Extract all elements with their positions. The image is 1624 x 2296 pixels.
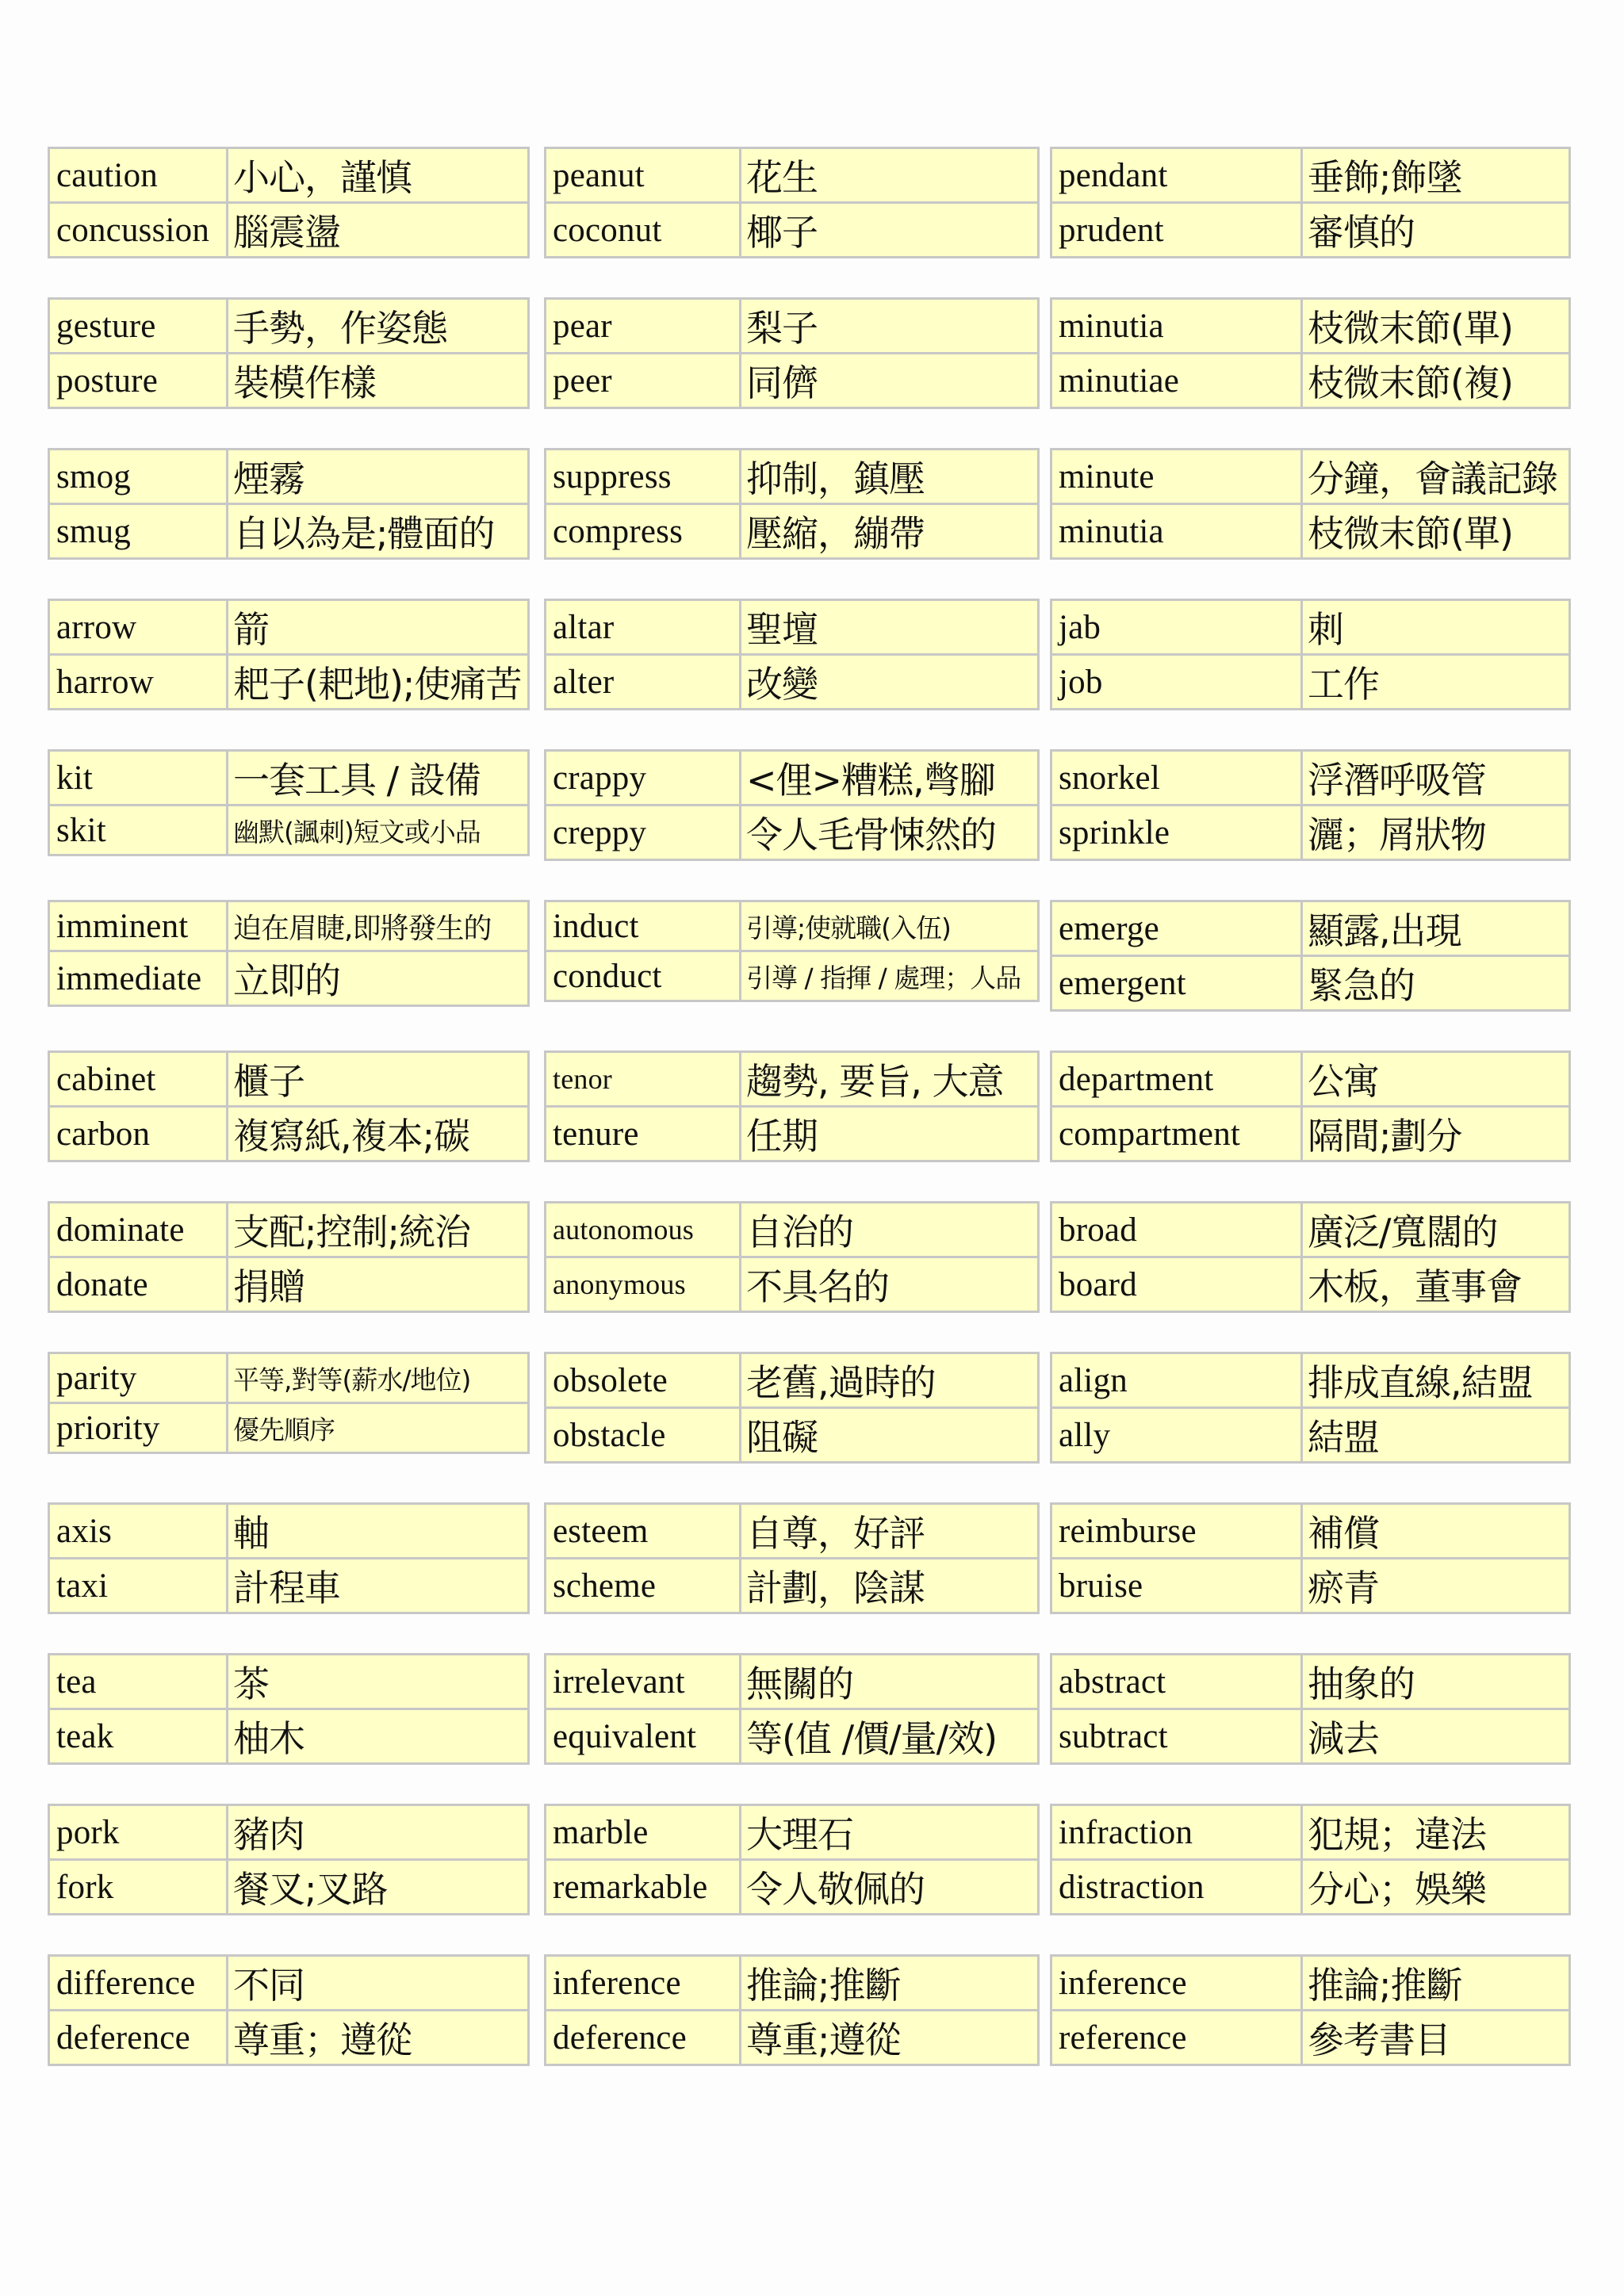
word-pair-table: [48, 1352, 530, 1454]
chinese-meaning: 分鐘，會議記錄: [1302, 450, 1570, 504]
word-row: [1051, 1956, 1570, 2011]
english-word: jab: [1051, 600, 1302, 655]
chinese-meaning: 計劃，陰謀: [741, 1559, 1039, 1613]
word-row: [49, 751, 529, 806]
english-word: pendant: [1051, 148, 1302, 203]
word-pair-table: [48, 1954, 530, 2066]
english-word: suppress: [546, 450, 741, 504]
word-row: [546, 1709, 1039, 1764]
word-pair-table: [544, 1954, 1040, 2066]
english-word: emergent: [1051, 956, 1302, 1011]
chinese-meaning: 軸: [228, 1504, 529, 1559]
chinese-meaning: 分心；娛樂: [1302, 1860, 1570, 1915]
english-word: inference: [1051, 1956, 1302, 2011]
chinese-meaning: 梨子: [741, 299, 1039, 354]
english-word: deference: [49, 2011, 228, 2065]
english-word: bruise: [1051, 1559, 1302, 1613]
chinese-meaning: 壓縮，繃帶: [741, 504, 1039, 559]
word-row: [49, 504, 529, 559]
english-word: reimburse: [1051, 1504, 1302, 1559]
word-row: [49, 655, 529, 710]
word-row: [1051, 751, 1570, 806]
chinese-meaning: 趨勢, 要旨, 大意: [741, 1052, 1039, 1107]
english-word: fork: [49, 1860, 228, 1915]
chinese-meaning: 平等,對等(薪水/地位): [228, 1353, 529, 1403]
word-pair-table: [48, 599, 530, 710]
word-row: [49, 1805, 529, 1860]
word-row: [49, 450, 529, 504]
word-row: [49, 354, 529, 408]
english-word: harrow: [49, 655, 228, 710]
word-row: [546, 655, 1039, 710]
chinese-meaning: 工作: [1302, 655, 1570, 710]
chinese-meaning: 灑；屑狀物: [1302, 806, 1570, 860]
chinese-meaning: 抑制，鎮壓: [741, 450, 1039, 504]
word-pair-table: [1050, 1050, 1571, 1162]
chinese-meaning: 茶: [228, 1655, 529, 1709]
english-word: esteem: [546, 1504, 741, 1559]
english-word: cabinet: [49, 1052, 228, 1107]
word-row: [546, 1504, 1039, 1559]
english-word: scheme: [546, 1559, 741, 1613]
chinese-meaning: 緊急的: [1302, 956, 1570, 1011]
chinese-meaning: 不具名的: [741, 1257, 1039, 1312]
english-word: parity: [49, 1353, 228, 1403]
english-word: alter: [546, 655, 741, 710]
english-word: minutia: [1051, 299, 1302, 354]
english-word: obsolete: [546, 1353, 741, 1408]
word-row: [546, 1559, 1039, 1613]
word-row: [1051, 354, 1570, 408]
word-row: [49, 203, 529, 258]
word-pair-table: [1050, 448, 1571, 560]
english-word: tenure: [546, 1107, 741, 1161]
english-word: arrow: [49, 600, 228, 655]
word-pair-table: [48, 1804, 530, 1915]
word-row: [546, 1203, 1039, 1257]
english-word: donate: [49, 1257, 228, 1312]
english-word: peanut: [546, 148, 741, 203]
word-row: [546, 354, 1039, 408]
chinese-meaning: 抽象的: [1302, 1655, 1570, 1709]
word-row: [546, 504, 1039, 559]
english-word: taxi: [49, 1559, 228, 1613]
english-word: induct: [546, 901, 741, 951]
word-row: [1051, 203, 1570, 258]
chinese-meaning: 木板，董事會: [1302, 1257, 1570, 1312]
chinese-meaning: 枝微末節(單): [1302, 299, 1570, 354]
english-word: immediate: [49, 951, 228, 1006]
word-row: [1051, 1504, 1570, 1559]
chinese-meaning: 餐叉;叉路: [228, 1860, 529, 1915]
chinese-meaning: 支配;控制;統治: [228, 1203, 529, 1257]
word-row: [1051, 1408, 1570, 1463]
english-word: marble: [546, 1805, 741, 1860]
chinese-meaning: 捐贈: [228, 1257, 529, 1312]
word-row: [49, 1257, 529, 1312]
word-pair-table: [48, 448, 530, 560]
word-row: [49, 1709, 529, 1764]
chinese-meaning: 枝微末節(複): [1302, 354, 1570, 408]
english-word: remarkable: [546, 1860, 741, 1915]
word-pair-table: [48, 1653, 530, 1765]
word-pair-table: [1050, 1954, 1571, 2066]
english-word: concussion: [49, 203, 228, 258]
word-pair-table: [1050, 1804, 1571, 1915]
chinese-meaning: 裝模作樣: [228, 354, 529, 408]
chinese-meaning: 令人毛骨悚然的: [741, 806, 1039, 860]
word-pair-table: [1050, 1352, 1571, 1464]
word-pair-table: [48, 1050, 530, 1162]
chinese-meaning: 排成直線,結盟: [1302, 1353, 1570, 1408]
word-row: [1051, 1860, 1570, 1915]
word-pair-table: [544, 900, 1040, 1002]
chinese-meaning: 豬肉: [228, 1805, 529, 1860]
english-word: difference: [49, 1956, 228, 2011]
english-word: deference: [546, 2011, 741, 2065]
word-row: [49, 148, 529, 203]
word-row: [49, 1353, 529, 1403]
word-row: [546, 1052, 1039, 1107]
chinese-meaning: 參考書目: [1302, 2011, 1570, 2065]
chinese-meaning: 自治的: [741, 1203, 1039, 1257]
chinese-meaning: 計程車: [228, 1559, 529, 1613]
word-pair-table: [48, 1502, 530, 1614]
chinese-meaning: 立即的: [228, 951, 529, 1006]
word-pair-table: [544, 1352, 1040, 1464]
word-row: [49, 1559, 529, 1613]
chinese-meaning: 花生: [741, 148, 1039, 203]
english-word: job: [1051, 655, 1302, 710]
word-row: [1051, 299, 1570, 354]
word-row: [546, 806, 1039, 860]
chinese-meaning: 犯規；違法: [1302, 1805, 1570, 1860]
chinese-meaning: 手勢，作姿態: [228, 299, 529, 354]
english-word: gesture: [49, 299, 228, 354]
english-word: imminent: [49, 901, 228, 951]
word-row: [546, 203, 1039, 258]
chinese-meaning: 同儕: [741, 354, 1039, 408]
chinese-meaning: 老舊,過時的: [741, 1353, 1039, 1408]
chinese-meaning: 優先順序: [228, 1403, 529, 1453]
word-row: [49, 600, 529, 655]
english-word: pork: [49, 1805, 228, 1860]
chinese-meaning: 結盟: [1302, 1408, 1570, 1463]
chinese-meaning: 廣泛/寬闊的: [1302, 1203, 1570, 1257]
word-pair-table: [48, 749, 530, 856]
word-row: [1051, 2011, 1570, 2065]
chinese-meaning: 幽默(諷刺)短文或小品: [228, 806, 529, 855]
chinese-meaning: 枝微末節(單): [1302, 504, 1570, 559]
word-row: [49, 1956, 529, 2011]
english-word: conduct: [546, 951, 741, 1001]
word-pair-table: [544, 147, 1040, 258]
english-word: department: [1051, 1052, 1302, 1107]
chinese-meaning: 刺: [1302, 600, 1570, 655]
word-pair-table: [1050, 1502, 1571, 1614]
word-pair-table: [1050, 297, 1571, 409]
word-pair-table: [1050, 900, 1571, 1012]
chinese-meaning: 審慎的: [1302, 203, 1570, 258]
word-pair-table: [544, 1502, 1040, 1614]
word-pair-table: [48, 900, 530, 1007]
word-row: [546, 1408, 1039, 1463]
word-row: [1051, 901, 1570, 956]
english-word: align: [1051, 1353, 1302, 1408]
chinese-meaning: 尊重；遵從: [228, 2011, 529, 2065]
english-word: minutiae: [1051, 354, 1302, 408]
english-word: snorkel: [1051, 751, 1302, 806]
word-pair-table: [48, 297, 530, 409]
word-row: [1051, 450, 1570, 504]
word-row: [546, 1805, 1039, 1860]
english-word: altar: [546, 600, 741, 655]
english-word: inference: [546, 1956, 741, 2011]
english-word: autonomous: [546, 1203, 741, 1257]
word-row: [546, 148, 1039, 203]
english-word: subtract: [1051, 1709, 1302, 1764]
word-row: [49, 806, 529, 855]
english-word: emerge: [1051, 901, 1302, 956]
chinese-meaning: 箭: [228, 600, 529, 655]
word-row: [49, 1504, 529, 1559]
word-pair-table: [48, 1201, 530, 1313]
chinese-meaning: 推論;推斷: [1302, 1956, 1570, 2011]
chinese-meaning: 耙子(耙地);使痛苦: [228, 655, 529, 710]
english-word: reference: [1051, 2011, 1302, 2065]
english-word: distraction: [1051, 1860, 1302, 1915]
word-row: [546, 951, 1039, 1001]
english-word: obstacle: [546, 1408, 741, 1463]
english-word: creppy: [546, 806, 741, 860]
word-row: [49, 1203, 529, 1257]
english-word: anonymous: [546, 1257, 741, 1312]
english-word: dominate: [49, 1203, 228, 1257]
word-pair-table: [544, 1804, 1040, 1915]
english-word: smug: [49, 504, 228, 559]
word-row: [49, 1052, 529, 1107]
english-word: skit: [49, 806, 228, 855]
chinese-meaning: 不同: [228, 1956, 529, 2011]
english-word: ally: [1051, 1408, 1302, 1463]
word-row: [49, 299, 529, 354]
word-row: [1051, 655, 1570, 710]
word-row: [546, 901, 1039, 951]
english-word: teak: [49, 1709, 228, 1764]
word-row: [49, 1655, 529, 1709]
english-word: posture: [49, 354, 228, 408]
word-row: [1051, 1203, 1570, 1257]
word-row: [49, 951, 529, 1006]
chinese-meaning: 隔間;劃分: [1302, 1107, 1570, 1161]
english-word: compartment: [1051, 1107, 1302, 1161]
word-row: [1051, 1655, 1570, 1709]
english-word: equivalent: [546, 1709, 741, 1764]
word-pair-table: [1050, 147, 1571, 258]
chinese-meaning: 煙霧: [228, 450, 529, 504]
english-word: sprinkle: [1051, 806, 1302, 860]
word-row: [1051, 1559, 1570, 1613]
word-pair-table: [1050, 599, 1571, 710]
chinese-meaning: 無關的: [741, 1655, 1039, 1709]
chinese-meaning: 自尊，好評: [741, 1504, 1039, 1559]
chinese-meaning: 小心，謹慎: [228, 148, 529, 203]
word-pair-table: [544, 599, 1040, 710]
word-row: [49, 1860, 529, 1915]
chinese-meaning: 一套工具 / 設備: [228, 751, 529, 806]
chinese-meaning: 腦震盪: [228, 203, 529, 258]
word-row: [1051, 1709, 1570, 1764]
english-word: axis: [49, 1504, 228, 1559]
chinese-meaning: 迫在眉睫,即將發生的: [228, 901, 529, 951]
word-pair-table: [544, 1050, 1040, 1162]
word-pair-table: [48, 147, 530, 258]
word-row: [1051, 600, 1570, 655]
word-row: [1051, 1257, 1570, 1312]
word-row: [1051, 504, 1570, 559]
chinese-meaning: 減去: [1302, 1709, 1570, 1764]
word-row: [546, 1353, 1039, 1408]
word-row: [546, 600, 1039, 655]
chinese-meaning: 公寓: [1302, 1052, 1570, 1107]
word-row: [1051, 1052, 1570, 1107]
word-pair-table: [1050, 1653, 1571, 1765]
word-row: [546, 2011, 1039, 2065]
word-row: [49, 1107, 529, 1161]
word-row: [49, 901, 529, 951]
word-row: [1051, 1107, 1570, 1161]
word-pair-table: [544, 1201, 1040, 1313]
word-pair-table: [1050, 749, 1571, 861]
word-row: [1051, 806, 1570, 860]
chinese-meaning: 推論;推斷: [741, 1956, 1039, 2011]
english-word: coconut: [546, 203, 741, 258]
word-row: [1051, 956, 1570, 1011]
word-pair-table: [544, 297, 1040, 409]
word-row: [546, 1655, 1039, 1709]
chinese-meaning: 等(值 /價/量/效): [741, 1709, 1039, 1764]
chinese-meaning: 椰子: [741, 203, 1039, 258]
english-word: minute: [1051, 450, 1302, 504]
english-word: crappy: [546, 751, 741, 806]
english-word: tea: [49, 1655, 228, 1709]
english-word: irrelevant: [546, 1655, 741, 1709]
word-row: [1051, 1353, 1570, 1408]
chinese-meaning: 複寫紙,複本;碳: [228, 1107, 529, 1161]
chinese-meaning: 任期: [741, 1107, 1039, 1161]
word-row: [546, 1107, 1039, 1161]
word-row: [546, 1956, 1039, 2011]
word-row: [546, 1860, 1039, 1915]
chinese-meaning: 聖壇: [741, 600, 1039, 655]
chinese-meaning: 瘀青: [1302, 1559, 1570, 1613]
english-word: priority: [49, 1403, 228, 1453]
chinese-meaning: 柚木: [228, 1709, 529, 1764]
chinese-meaning: 尊重;遵從: [741, 2011, 1039, 2065]
word-row: [546, 299, 1039, 354]
chinese-meaning: <俚>糟糕,彆腳: [741, 751, 1039, 806]
chinese-meaning: 浮潛呼吸管: [1302, 751, 1570, 806]
word-row: [546, 751, 1039, 806]
word-row: [49, 1403, 529, 1453]
english-word: abstract: [1051, 1655, 1302, 1709]
english-word: minutia: [1051, 504, 1302, 559]
word-row: [546, 450, 1039, 504]
english-word: carbon: [49, 1107, 228, 1161]
chinese-meaning: 櫃子: [228, 1052, 529, 1107]
english-word: kit: [49, 751, 228, 806]
english-word: peer: [546, 354, 741, 408]
chinese-meaning: 阻礙: [741, 1408, 1039, 1463]
english-word: tenor: [546, 1052, 741, 1107]
chinese-meaning: 自以為是;體面的: [228, 504, 529, 559]
english-word: board: [1051, 1257, 1302, 1312]
word-row: [1051, 148, 1570, 203]
word-pair-table: [544, 448, 1040, 560]
english-word: prudent: [1051, 203, 1302, 258]
word-pair-table: [544, 1653, 1040, 1765]
chinese-meaning: 大理石: [741, 1805, 1039, 1860]
chinese-meaning: 補償: [1302, 1504, 1570, 1559]
english-word: infraction: [1051, 1805, 1302, 1860]
chinese-meaning: 令人敬佩的: [741, 1860, 1039, 1915]
chinese-meaning: 引導;使就職(入伍): [741, 901, 1039, 951]
english-word: compress: [546, 504, 741, 559]
word-pair-table: [544, 749, 1040, 861]
chinese-meaning: 改變: [741, 655, 1039, 710]
english-word: pear: [546, 299, 741, 354]
chinese-meaning: 垂飾;飾墜: [1302, 148, 1570, 203]
word-row: [1051, 1805, 1570, 1860]
chinese-meaning: 引導 / 指揮 / 處理；人品: [741, 951, 1039, 1001]
english-word: smog: [49, 450, 228, 504]
word-row: [49, 2011, 529, 2065]
word-row: [546, 1257, 1039, 1312]
word-pair-table: [1050, 1201, 1571, 1313]
chinese-meaning: 顯露,出現: [1302, 901, 1570, 956]
english-word: caution: [49, 148, 228, 203]
english-word: broad: [1051, 1203, 1302, 1257]
